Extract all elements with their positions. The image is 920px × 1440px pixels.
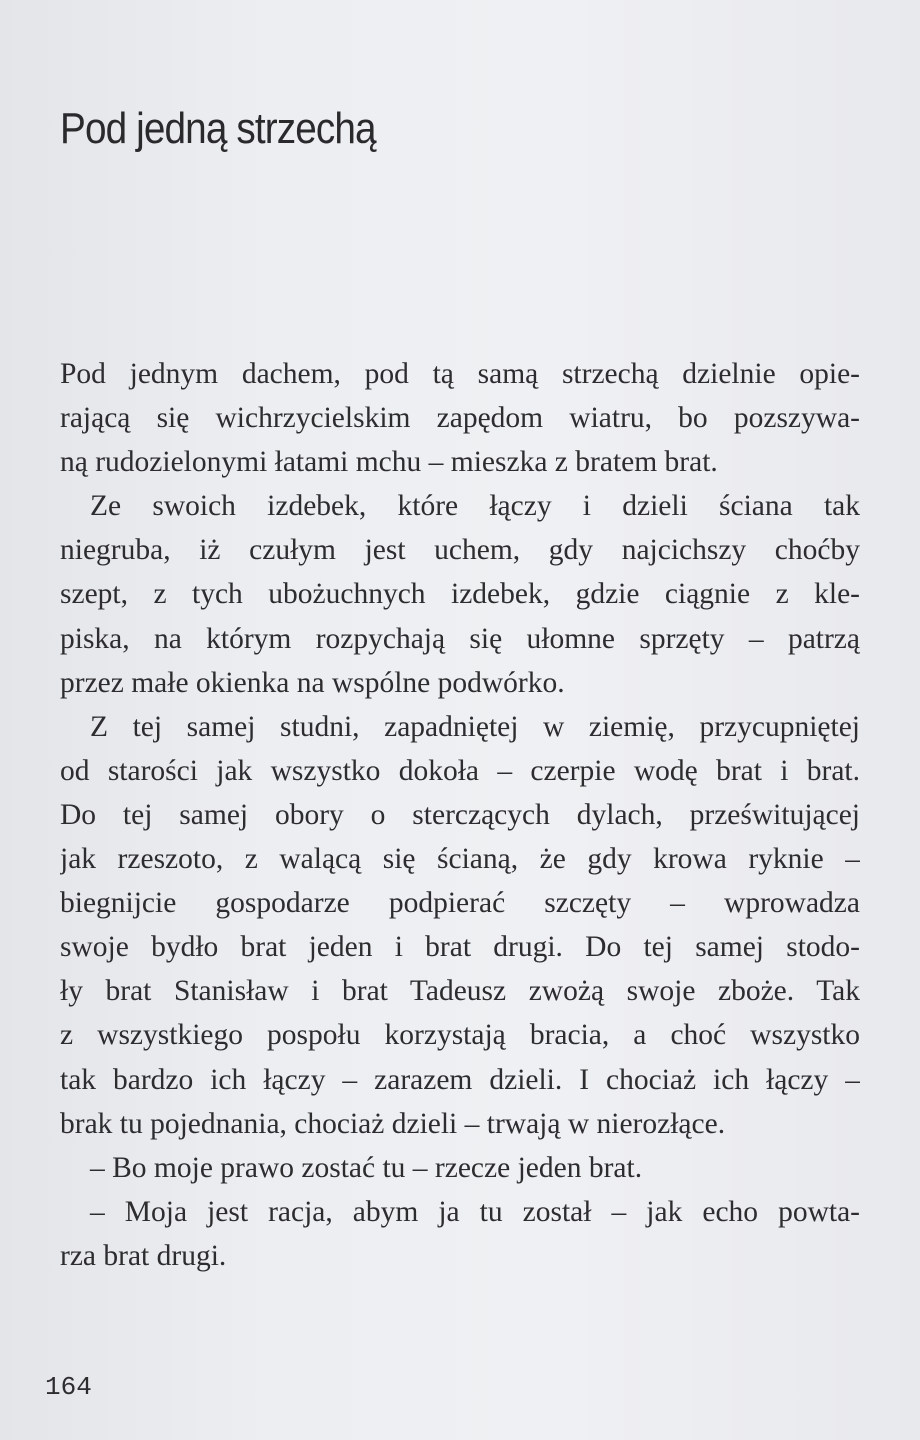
text-line: jak rzeszoto, z walącą się ścianą, że gdy krowa ryknie – [60, 843, 860, 876]
text-line: z wszystkiego pospołu korzystają bracia, a choć wszystko [60, 1019, 860, 1052]
text-line: od starości jak wszystko dokoła – czerpie wodę brat i brat. [60, 754, 860, 787]
text-line: szept, z tych ubożuchnych izdebek, gdzie ciągnie z kle- [60, 578, 860, 611]
text-line: – Moja jest racja, abym ja tu został – jak echo powta- [90, 1195, 860, 1228]
text-line: swoje bydło brat jeden i brat drugi. Do tej samej stodo- [60, 931, 860, 964]
text-line: Do tej samej obory o sterczących dylach, prześwitującej [60, 798, 860, 831]
text-line: niegruba, iż czułym jest uchem, gdy najcichszy choćby [60, 534, 860, 567]
text-line: biegnijcie gospodarze podpierać szczęty – wprowadza [60, 887, 860, 920]
text-line: Pod jednym dachem, pod tą samą strzechą dzielnie opie- [60, 358, 860, 390]
text-line: ną rudozielonymi łatami mchu – mieszka z bratem brat. [60, 446, 718, 479]
text-line: rza brat drugi. [60, 1239, 227, 1272]
text-line: piska, na którym rozpychają się ułomne sprzęty – patrzą [60, 622, 860, 655]
text-line: ły brat Stanisław i brat Tadeusz zwożą swoje zboże. Tak [60, 975, 860, 1008]
text-line: rającą się wichrzycielskim zapędom wiatru, bo pozszywa- [60, 402, 860, 435]
chapter-title: Pod jedną strzechą [60, 104, 376, 153]
page-number: 164 [45, 1372, 92, 1402]
text-line: przez małe okienka na wspólne podwórko. [60, 666, 565, 699]
body-text [60, 352, 860, 1278]
text-line: tak bardzo ich łączy – zarazem dzieli. I chociaż ich łączy – [60, 1063, 860, 1096]
text-line: – Bo moje prawo zostać tu – rzecze jeden brat. [90, 1151, 643, 1184]
text-line: Z tej samej studni, zapadniętej w ziemię, przycupniętej [90, 710, 860, 743]
text-line: brak tu pojednania, chociaż dzieli – trwają w nierozłące. [60, 1107, 726, 1140]
text-line: Ze swoich izdebek, które łączy i dzieli ściana tak [90, 490, 860, 523]
